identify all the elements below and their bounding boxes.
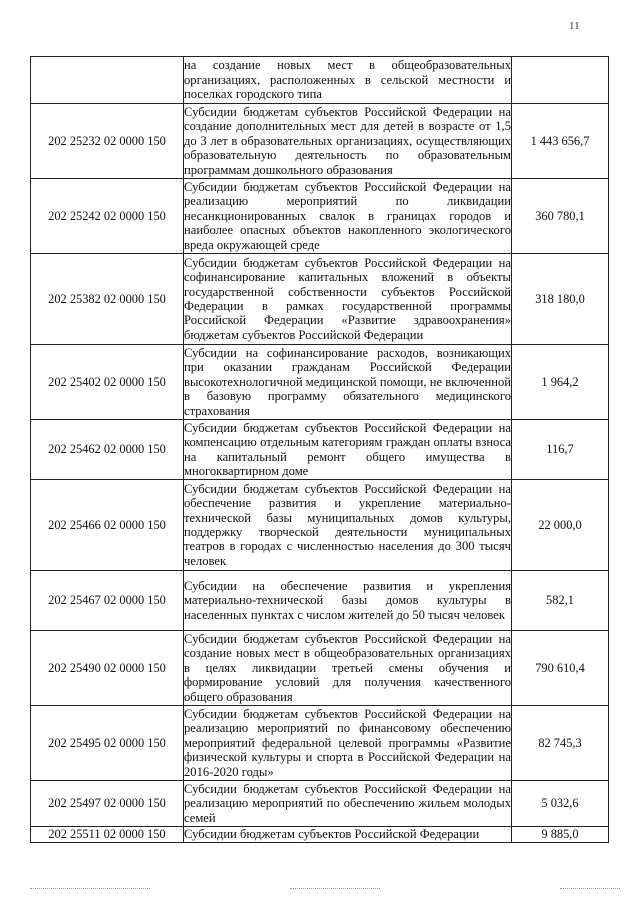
amount: 22 000,0 bbox=[512, 480, 609, 571]
table-row bbox=[31, 480, 609, 571]
budget-code bbox=[31, 57, 184, 104]
budget-code: 202 25467 02 0000 150 bbox=[31, 571, 184, 631]
table-row bbox=[31, 781, 609, 827]
amount: 582,1 bbox=[512, 571, 609, 631]
subsidy-description: Субсидии бюджетам субъектов Российской Федерации на компенсацию отдельным категориям граждан оплаты взноса на капитальный ремонт общего имущества в многоквартирном доме bbox=[184, 420, 511, 478]
amount: 360 780,1 bbox=[512, 179, 609, 254]
table-row bbox=[31, 345, 609, 420]
budget-code: 202 25232 02 0000 150 bbox=[31, 104, 184, 179]
scan-artifact-line bbox=[560, 888, 620, 890]
budget-code: 202 25462 02 0000 150 bbox=[31, 420, 184, 480]
budget-code: 202 25402 02 0000 150 bbox=[31, 345, 184, 420]
amount bbox=[512, 57, 609, 104]
budget-code: 202 25242 02 0000 150 bbox=[31, 179, 184, 254]
amount: 116,7 bbox=[512, 420, 609, 480]
table-row bbox=[31, 254, 609, 345]
subsidy-description: Субсидии бюджетам субъектов Российской Федерации bbox=[184, 827, 512, 843]
table-row bbox=[31, 104, 609, 179]
budget-code: 202 25511 02 0000 150 bbox=[31, 827, 184, 843]
subsidy-description: на создание новых мест в общеобразовательных организациях, расположенных в сельской местности и поселках городского типа bbox=[184, 57, 512, 104]
table-row bbox=[31, 827, 609, 843]
subsidy-description: Субсидии бюджетам субъектов Российской Федерации на обеспечение развития и укрепление материально-технической базы муниципальных домов культуры, поддержку творческой деятельности муниципальных театров в городах с численностью населения до 300 тысяч человек bbox=[184, 480, 512, 571]
table-row bbox=[31, 631, 609, 706]
amount: 9 885,0 bbox=[512, 827, 609, 843]
amount: 1 443 656,7 bbox=[512, 104, 609, 179]
table-row bbox=[31, 57, 609, 104]
subsidy-description: Субсидии бюджетам субъектов Российской Федерации на создание новых мест в общеобразовательных организациях в целях ликвидации третьей смены обучения и формирование условий для получения качественного общего образования bbox=[184, 631, 511, 704]
subsidy-description: Субсидии бюджетам субъектов Российской Федерации на создание дополнительных мест для детей в возрасте от 1,5 до 3 лет в образовательных организациях, осуществляющих образовательную деятельность по образовательным программам дошкольного образования bbox=[184, 104, 511, 177]
subsidy-description: Субсидии бюджетам субъектов Российской Федерации на софинансирование капитальных вложений в объекты государственной собственности субъектов Российской Федерации в рамках государственной программы Российской Федерации «Развитие здравоохранения» бюджетам субъектов Российской Федерации bbox=[184, 254, 512, 345]
budget-code: 202 25497 02 0000 150 bbox=[31, 781, 184, 827]
subsidy-description: Субсидии бюджетам субъектов Российской Федерации на реализацию мероприятий по ликвидации несанкционированных свалок в границах городов и наиболее опасных объектов накопленного экологического вреда окружающей среде bbox=[184, 179, 511, 252]
amount: 1 964,2 bbox=[512, 345, 609, 420]
scan-artifact-line bbox=[290, 888, 380, 890]
table-row bbox=[31, 571, 609, 631]
amount: 5 032,6 bbox=[512, 781, 609, 827]
amount: 318 180,0 bbox=[512, 254, 609, 345]
amount: 790 610,4 bbox=[512, 631, 609, 706]
budget-code: 202 25382 02 0000 150 bbox=[31, 254, 184, 345]
budget-code: 202 25466 02 0000 150 bbox=[31, 480, 184, 571]
budget-code: 202 25490 02 0000 150 bbox=[31, 631, 184, 706]
table-row bbox=[31, 179, 609, 254]
page-number: 11 bbox=[569, 20, 580, 32]
budget-code: 202 25495 02 0000 150 bbox=[31, 706, 184, 781]
budget-table bbox=[30, 56, 609, 843]
table-row bbox=[31, 706, 609, 781]
table-row bbox=[31, 420, 609, 480]
scan-artifact-line bbox=[30, 888, 150, 890]
subsidy-description: Субсидии бюджетам субъектов Российской Федерации на реализацию мероприятий по обеспечению жильем молодых семей bbox=[184, 781, 511, 825]
subsidy-description: Субсидии бюджетам субъектов Российской Федерации на реализацию мероприятий по финансовому обеспечению мероприятий федеральной целевой программы «Развитие физической культуры и спорта в Российской Федерации на 2016-2020 годы» bbox=[184, 706, 511, 779]
amount: 82 745,3 bbox=[512, 706, 609, 781]
subsidy-description: Субсидии на софинансирование расходов, возникающих при оказании гражданам Российской Федерации высокотехнологичной медицинской помощи, не включенной в базовую программу обязательного медицинского страхования bbox=[184, 345, 511, 418]
subsidy-description: Субсидии на обеспечение развития и укрепления материально-технической базы домов культуры в населенных пунктах с числом жителей до 50 тысяч человек bbox=[184, 571, 512, 631]
